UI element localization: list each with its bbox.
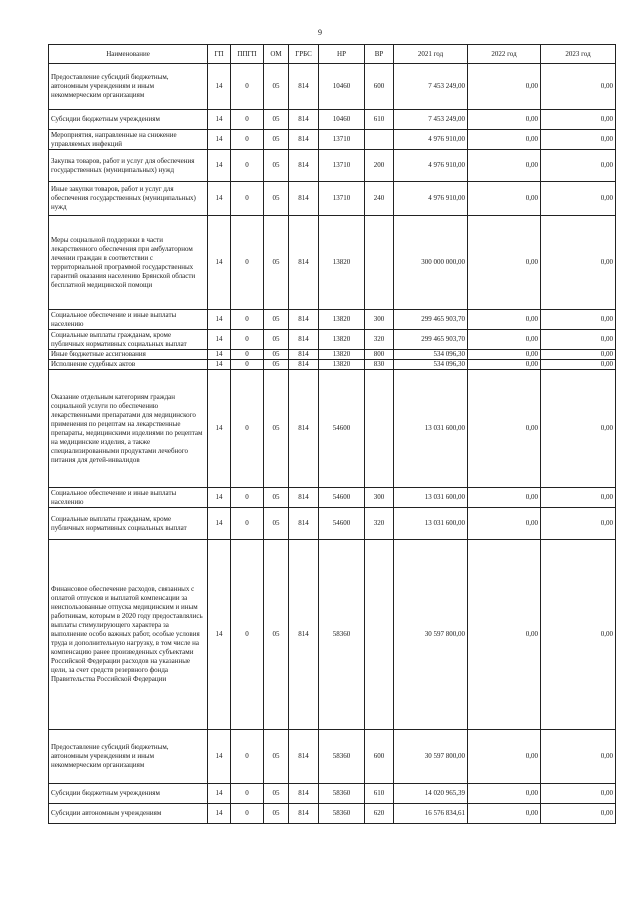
cell-name: Субсидии автономным учреждениям <box>49 804 208 824</box>
cell-2022: 0,00 <box>468 182 541 216</box>
cell-gp: 14 <box>208 330 231 350</box>
cell-name: Социальные выплаты гражданам, кроме публичных нормативных социальных выплат <box>49 508 208 540</box>
cell-2023: 0,00 <box>541 508 616 540</box>
cell-name: Закупка товаров, работ и услуг для обеспечения государственных (муниципальных) нужд <box>49 150 208 182</box>
cell-vr: 240 <box>365 182 394 216</box>
cell-gp: 14 <box>208 508 231 540</box>
header-name: Наименование <box>49 45 208 64</box>
table-row <box>49 216 616 310</box>
cell-2022: 0,00 <box>468 216 541 310</box>
cell-grbs: 814 <box>289 360 319 370</box>
cell-name: Социальное обеспечение и иные выплаты населению <box>49 310 208 330</box>
cell-name: Иные бюджетные ассигнования <box>49 350 208 360</box>
cell-2021: 7 453 249,00 <box>394 64 468 110</box>
cell-om: 05 <box>264 370 289 488</box>
cell-ppgp: 0 <box>231 350 264 360</box>
cell-vr <box>365 540 394 730</box>
cell-nr: 54600 <box>319 370 365 488</box>
cell-nr: 54600 <box>319 508 365 540</box>
cell-om: 05 <box>264 330 289 350</box>
cell-grbs: 814 <box>289 110 319 130</box>
cell-name: Субсидии бюджетным учреждениям <box>49 110 208 130</box>
table-row <box>49 64 616 110</box>
cell-2022: 0,00 <box>468 370 541 488</box>
cell-2021: 534 096,30 <box>394 360 468 370</box>
cell-grbs: 814 <box>289 488 319 508</box>
cell-nr: 13820 <box>319 350 365 360</box>
cell-gp: 14 <box>208 360 231 370</box>
cell-grbs: 814 <box>289 330 319 350</box>
cell-nr: 13820 <box>319 216 365 310</box>
cell-name: Меры социальной поддержки в части лекарственного обеспечения при амбулаторном лечении граждан в соответствии с территориальной программой государственных гарантий оказания населению Брянской области бесплатной медицинской помощи <box>49 216 208 310</box>
cell-nr: 13710 <box>319 130 365 150</box>
cell-grbs: 814 <box>289 216 319 310</box>
cell-ppgp: 0 <box>231 64 264 110</box>
cell-grbs: 814 <box>289 182 319 216</box>
cell-ppgp: 0 <box>231 508 264 540</box>
cell-2023: 0,00 <box>541 540 616 730</box>
cell-gp: 14 <box>208 350 231 360</box>
cell-gp: 14 <box>208 182 231 216</box>
table-row <box>49 488 616 508</box>
cell-2022: 0,00 <box>468 150 541 182</box>
cell-2021: 14 020 965,39 <box>394 784 468 804</box>
cell-2021: 534 096,30 <box>394 350 468 360</box>
cell-2022: 0,00 <box>468 488 541 508</box>
cell-gp: 14 <box>208 488 231 508</box>
cell-om: 05 <box>264 508 289 540</box>
cell-2022: 0,00 <box>468 310 541 330</box>
cell-ppgp: 0 <box>231 110 264 130</box>
cell-grbs: 814 <box>289 310 319 330</box>
cell-2023: 0,00 <box>541 182 616 216</box>
header-2022: 2022 год <box>468 45 541 64</box>
cell-2023: 0,00 <box>541 310 616 330</box>
cell-2023: 0,00 <box>541 730 616 784</box>
cell-vr <box>365 130 394 150</box>
cell-om: 05 <box>264 488 289 508</box>
cell-nr: 10460 <box>319 64 365 110</box>
cell-name: Социальное обеспечение и иные выплаты населению <box>49 488 208 508</box>
cell-ppgp: 0 <box>231 360 264 370</box>
table-row <box>49 150 616 182</box>
cell-name: Иные закупки товаров, работ и услуг для обеспечения государственных (муниципальных) нужд <box>49 182 208 216</box>
cell-name: Мероприятия, направленные на снижение управляемых инфекций <box>49 130 208 150</box>
cell-2021: 30 597 800,00 <box>394 730 468 784</box>
cell-2021: 13 031 600,00 <box>394 370 468 488</box>
cell-nr: 13820 <box>319 330 365 350</box>
cell-2023: 0,00 <box>541 350 616 360</box>
header-vr: ВР <box>365 45 394 64</box>
header-2021: 2021 год <box>394 45 468 64</box>
cell-gp: 14 <box>208 784 231 804</box>
cell-2022: 0,00 <box>468 540 541 730</box>
cell-nr: 13820 <box>319 310 365 330</box>
cell-name: Социальные выплаты гражданам, кроме публичных нормативных социальных выплат <box>49 330 208 350</box>
cell-vr: 610 <box>365 110 394 130</box>
table-header-row <box>49 45 616 64</box>
table-row <box>49 182 616 216</box>
cell-nr: 58360 <box>319 540 365 730</box>
cell-grbs: 814 <box>289 350 319 360</box>
cell-grbs: 814 <box>289 150 319 182</box>
cell-grbs: 814 <box>289 508 319 540</box>
cell-2021: 299 465 903,70 <box>394 330 468 350</box>
cell-2021: 300 000 000,00 <box>394 216 468 310</box>
header-2023: 2023 год <box>541 45 616 64</box>
cell-grbs: 814 <box>289 730 319 784</box>
cell-2021: 4 976 910,00 <box>394 130 468 150</box>
cell-nr: 58360 <box>319 784 365 804</box>
cell-vr: 610 <box>365 784 394 804</box>
cell-ppgp: 0 <box>231 216 264 310</box>
cell-2023: 0,00 <box>541 64 616 110</box>
cell-vr <box>365 370 394 488</box>
cell-nr: 58360 <box>319 730 365 784</box>
cell-vr: 600 <box>365 64 394 110</box>
cell-gp: 14 <box>208 804 231 824</box>
cell-ppgp: 0 <box>231 310 264 330</box>
cell-2022: 0,00 <box>468 130 541 150</box>
cell-om: 05 <box>264 784 289 804</box>
cell-grbs: 814 <box>289 540 319 730</box>
cell-2021: 4 976 910,00 <box>394 182 468 216</box>
cell-2021: 30 597 800,00 <box>394 540 468 730</box>
cell-nr: 13710 <box>319 150 365 182</box>
cell-nr: 13820 <box>319 360 365 370</box>
table-row <box>49 360 616 370</box>
table-row <box>49 310 616 330</box>
cell-2021: 4 976 910,00 <box>394 150 468 182</box>
cell-vr: 620 <box>365 804 394 824</box>
cell-2022: 0,00 <box>468 784 541 804</box>
cell-om: 05 <box>264 730 289 784</box>
cell-vr: 830 <box>365 360 394 370</box>
cell-2022: 0,00 <box>468 64 541 110</box>
cell-gp: 14 <box>208 110 231 130</box>
cell-ppgp: 0 <box>231 330 264 350</box>
cell-grbs: 814 <box>289 130 319 150</box>
cell-gp: 14 <box>208 130 231 150</box>
cell-name: Исполнение судебных актов <box>49 360 208 370</box>
cell-grbs: 814 <box>289 804 319 824</box>
cell-2023: 0,00 <box>541 488 616 508</box>
cell-ppgp: 0 <box>231 540 264 730</box>
cell-name: Финансовое обеспечение расходов, связанных с оплатой отпусков и выплатой компенсации за неиспользованные отпуска медицинским и иным работникам, которым в 2020 году предоставлялись выплаты стимулирующего характера за выполнение особо важных работ, особые условия труда и дополнительную нагрузку, в том числе на компенсацию ранее произведенных субъектами Российской Федерации расходов на указанные цели, за счет средств резервного фонда Правительства Российской Федерации <box>49 540 208 730</box>
cell-2023: 0,00 <box>541 150 616 182</box>
cell-ppgp: 0 <box>231 182 264 216</box>
cell-om: 05 <box>264 150 289 182</box>
cell-om: 05 <box>264 130 289 150</box>
cell-2023: 0,00 <box>541 216 616 310</box>
cell-2023: 0,00 <box>541 370 616 488</box>
cell-gp: 14 <box>208 310 231 330</box>
header-om: ОМ <box>264 45 289 64</box>
header-gp: ГП <box>208 45 231 64</box>
cell-om: 05 <box>264 110 289 130</box>
table-row <box>49 130 616 150</box>
cell-om: 05 <box>264 216 289 310</box>
cell-2023: 0,00 <box>541 784 616 804</box>
cell-vr: 200 <box>365 150 394 182</box>
cell-gp: 14 <box>208 730 231 784</box>
cell-gp: 14 <box>208 150 231 182</box>
cell-grbs: 814 <box>289 784 319 804</box>
table-row <box>49 508 616 540</box>
page-number: 9 <box>318 28 322 37</box>
cell-vr: 800 <box>365 350 394 360</box>
cell-ppgp: 0 <box>231 130 264 150</box>
cell-grbs: 814 <box>289 370 319 488</box>
cell-ppgp: 0 <box>231 488 264 508</box>
cell-2022: 0,00 <box>468 350 541 360</box>
table-row <box>49 330 616 350</box>
cell-vr: 600 <box>365 730 394 784</box>
cell-gp: 14 <box>208 370 231 488</box>
cell-2022: 0,00 <box>468 804 541 824</box>
cell-nr: 58360 <box>319 804 365 824</box>
header-nr: НР <box>319 45 365 64</box>
cell-nr: 54600 <box>319 488 365 508</box>
cell-2021: 16 576 834,61 <box>394 804 468 824</box>
cell-2022: 0,00 <box>468 330 541 350</box>
cell-2023: 0,00 <box>541 360 616 370</box>
cell-2022: 0,00 <box>468 730 541 784</box>
cell-ppgp: 0 <box>231 784 264 804</box>
cell-om: 05 <box>264 350 289 360</box>
cell-grbs: 814 <box>289 64 319 110</box>
cell-2021: 13 031 600,00 <box>394 508 468 540</box>
cell-om: 05 <box>264 64 289 110</box>
cell-vr: 320 <box>365 508 394 540</box>
cell-2023: 0,00 <box>541 130 616 150</box>
cell-gp: 14 <box>208 540 231 730</box>
cell-ppgp: 0 <box>231 730 264 784</box>
header-ppgp: ППГП <box>231 45 264 64</box>
table-row <box>49 350 616 360</box>
cell-ppgp: 0 <box>231 804 264 824</box>
table-row <box>49 804 616 824</box>
cell-name: Предоставление субсидий бюджетным, автономным учреждениям и иным некоммерческим организациям <box>49 64 208 110</box>
budget-table <box>48 44 616 824</box>
cell-name: Субсидии бюджетным учреждениям <box>49 784 208 804</box>
header-grbs: ГРБС <box>289 45 319 64</box>
cell-name: Оказание отдельным категориям граждан социальной услуги по обеспечению лекарственными препаратами для медицинского применения по рецептам на лекарственные препараты, медицинскими изделиями по рецептам на медицинские изделия, а также специализированными продуктами лечебного питания для детей-инвалидов <box>49 370 208 488</box>
cell-om: 05 <box>264 804 289 824</box>
cell-2021: 7 453 249,00 <box>394 110 468 130</box>
table-row <box>49 110 616 130</box>
cell-om: 05 <box>264 540 289 730</box>
cell-gp: 14 <box>208 64 231 110</box>
cell-vr: 300 <box>365 488 394 508</box>
cell-om: 05 <box>264 310 289 330</box>
table-row <box>49 370 616 488</box>
cell-name: Предоставление субсидий бюджетным, автономным учреждениям и иным некоммерческим организациям <box>49 730 208 784</box>
cell-2022: 0,00 <box>468 110 541 130</box>
cell-2023: 0,00 <box>541 330 616 350</box>
cell-2022: 0,00 <box>468 508 541 540</box>
cell-2021: 299 465 903,70 <box>394 310 468 330</box>
table-row <box>49 540 616 730</box>
cell-2023: 0,00 <box>541 804 616 824</box>
cell-2022: 0,00 <box>468 360 541 370</box>
cell-2021: 13 031 600,00 <box>394 488 468 508</box>
cell-ppgp: 0 <box>231 150 264 182</box>
cell-2023: 0,00 <box>541 110 616 130</box>
cell-nr: 13710 <box>319 182 365 216</box>
cell-vr: 320 <box>365 330 394 350</box>
cell-ppgp: 0 <box>231 370 264 488</box>
cell-nr: 10460 <box>319 110 365 130</box>
cell-gp: 14 <box>208 216 231 310</box>
table-row <box>49 730 616 784</box>
cell-vr <box>365 216 394 310</box>
cell-om: 05 <box>264 182 289 216</box>
cell-om: 05 <box>264 360 289 370</box>
table-row <box>49 784 616 804</box>
cell-vr: 300 <box>365 310 394 330</box>
